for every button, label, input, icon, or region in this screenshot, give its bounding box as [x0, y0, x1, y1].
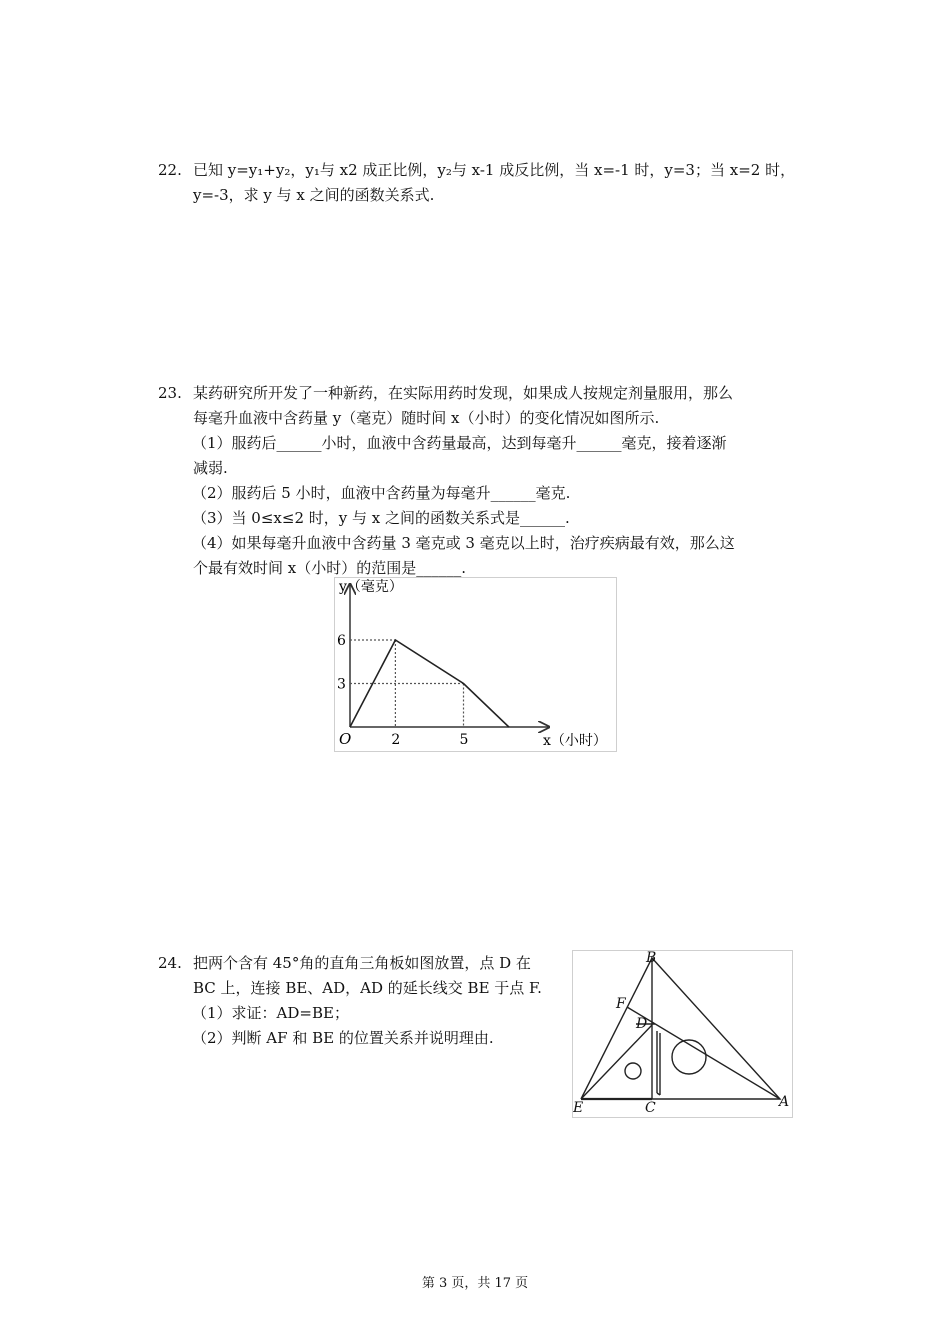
page-footer: 第 3 页，共 17 页: [421, 1276, 529, 1291]
point-c-label: C: [645, 1100, 656, 1116]
question-text-line2: y=-3，求 y 与 x 之间的函数关系式.: [193, 186, 435, 204]
hole-large: [672, 1040, 706, 1074]
question-text-line1: 已知 y=y₁+y₂，y₁与 x2 成正比例，y₂与 x-1 成反比例，当 x=-1 时，y=3；当 x=2 时，: [193, 161, 796, 179]
triangle-abc: [652, 958, 780, 1099]
question-text-line1: 某药研究所开发了一种新药，在实际用药时发现，如果成人按规定剂量服用，那么: [193, 384, 734, 402]
triangle-figure: [572, 950, 793, 1118]
y-axis-label: y（毫克）: [339, 579, 403, 595]
hole-small: [625, 1063, 641, 1079]
sub-question-2: （2）服药后 5 小时，血液中含药量为每毫升______毫克.: [192, 484, 571, 502]
question-22: [158, 158, 808, 208]
sub-question-1: （1）求证：AD=BE；: [192, 1004, 349, 1022]
series-line: [350, 640, 509, 727]
question-number: 22.: [158, 161, 182, 179]
point-d-label: D: [636, 1016, 648, 1032]
point-a-label: A: [779, 1094, 790, 1110]
origin-label: O: [339, 730, 352, 748]
sub-question-1-cont: 减弱.: [193, 459, 228, 477]
x-tick-label: 5: [459, 732, 469, 748]
sub-question-3: （3）当 0≤x≤2 时，y 与 x 之间的函数关系式是______.: [192, 509, 570, 527]
y-tick-label: 3: [337, 676, 346, 693]
question-text-line1: 把两个含有 45°角的直角三角板如图放置，点 D 在: [193, 954, 531, 972]
sub-question-4: （4）如果每毫升血液中含药量 3 毫克或 3 毫克以上时，治疗疾病最有效，那么这: [192, 534, 735, 552]
y-tick-label: 6: [337, 633, 346, 649]
x-axis-label: x（小时）: [543, 733, 607, 749]
segment-fa: [627, 1007, 780, 1099]
question-text-line2: 每毫升血液中含药量 y（毫克）随时间 x（小时）的变化情况如图所示.: [193, 409, 660, 427]
point-f-label: F: [616, 996, 626, 1012]
point-b-label: B: [646, 951, 657, 966]
x-tick-label: 2: [391, 732, 401, 748]
triangle-svg: [573, 951, 792, 1117]
question-text-line2: BC 上，连接 BE、AD，AD 的延长线交 BE 于点 F.: [193, 979, 542, 997]
question-number: 24.: [158, 954, 182, 972]
sub-question-2: （2）判断 AF 和 BE 的位置关系并说明理由.: [192, 1029, 494, 1047]
question-24: [158, 951, 578, 1051]
question-23: [158, 381, 808, 581]
drug-concentration-chart: [334, 577, 617, 752]
question-number: 23.: [158, 384, 182, 402]
point-e-label: E: [573, 1100, 584, 1116]
sub-question-1: （1）服药后______小时，血液中含药量最高，达到每毫升______毫克，接着逐渐: [192, 434, 727, 452]
chart-svg: [335, 578, 616, 751]
segment-ed: [581, 1025, 652, 1099]
sub-question-4-cont: 个最有效时间 x（小时）的范围是______.: [193, 559, 466, 577]
